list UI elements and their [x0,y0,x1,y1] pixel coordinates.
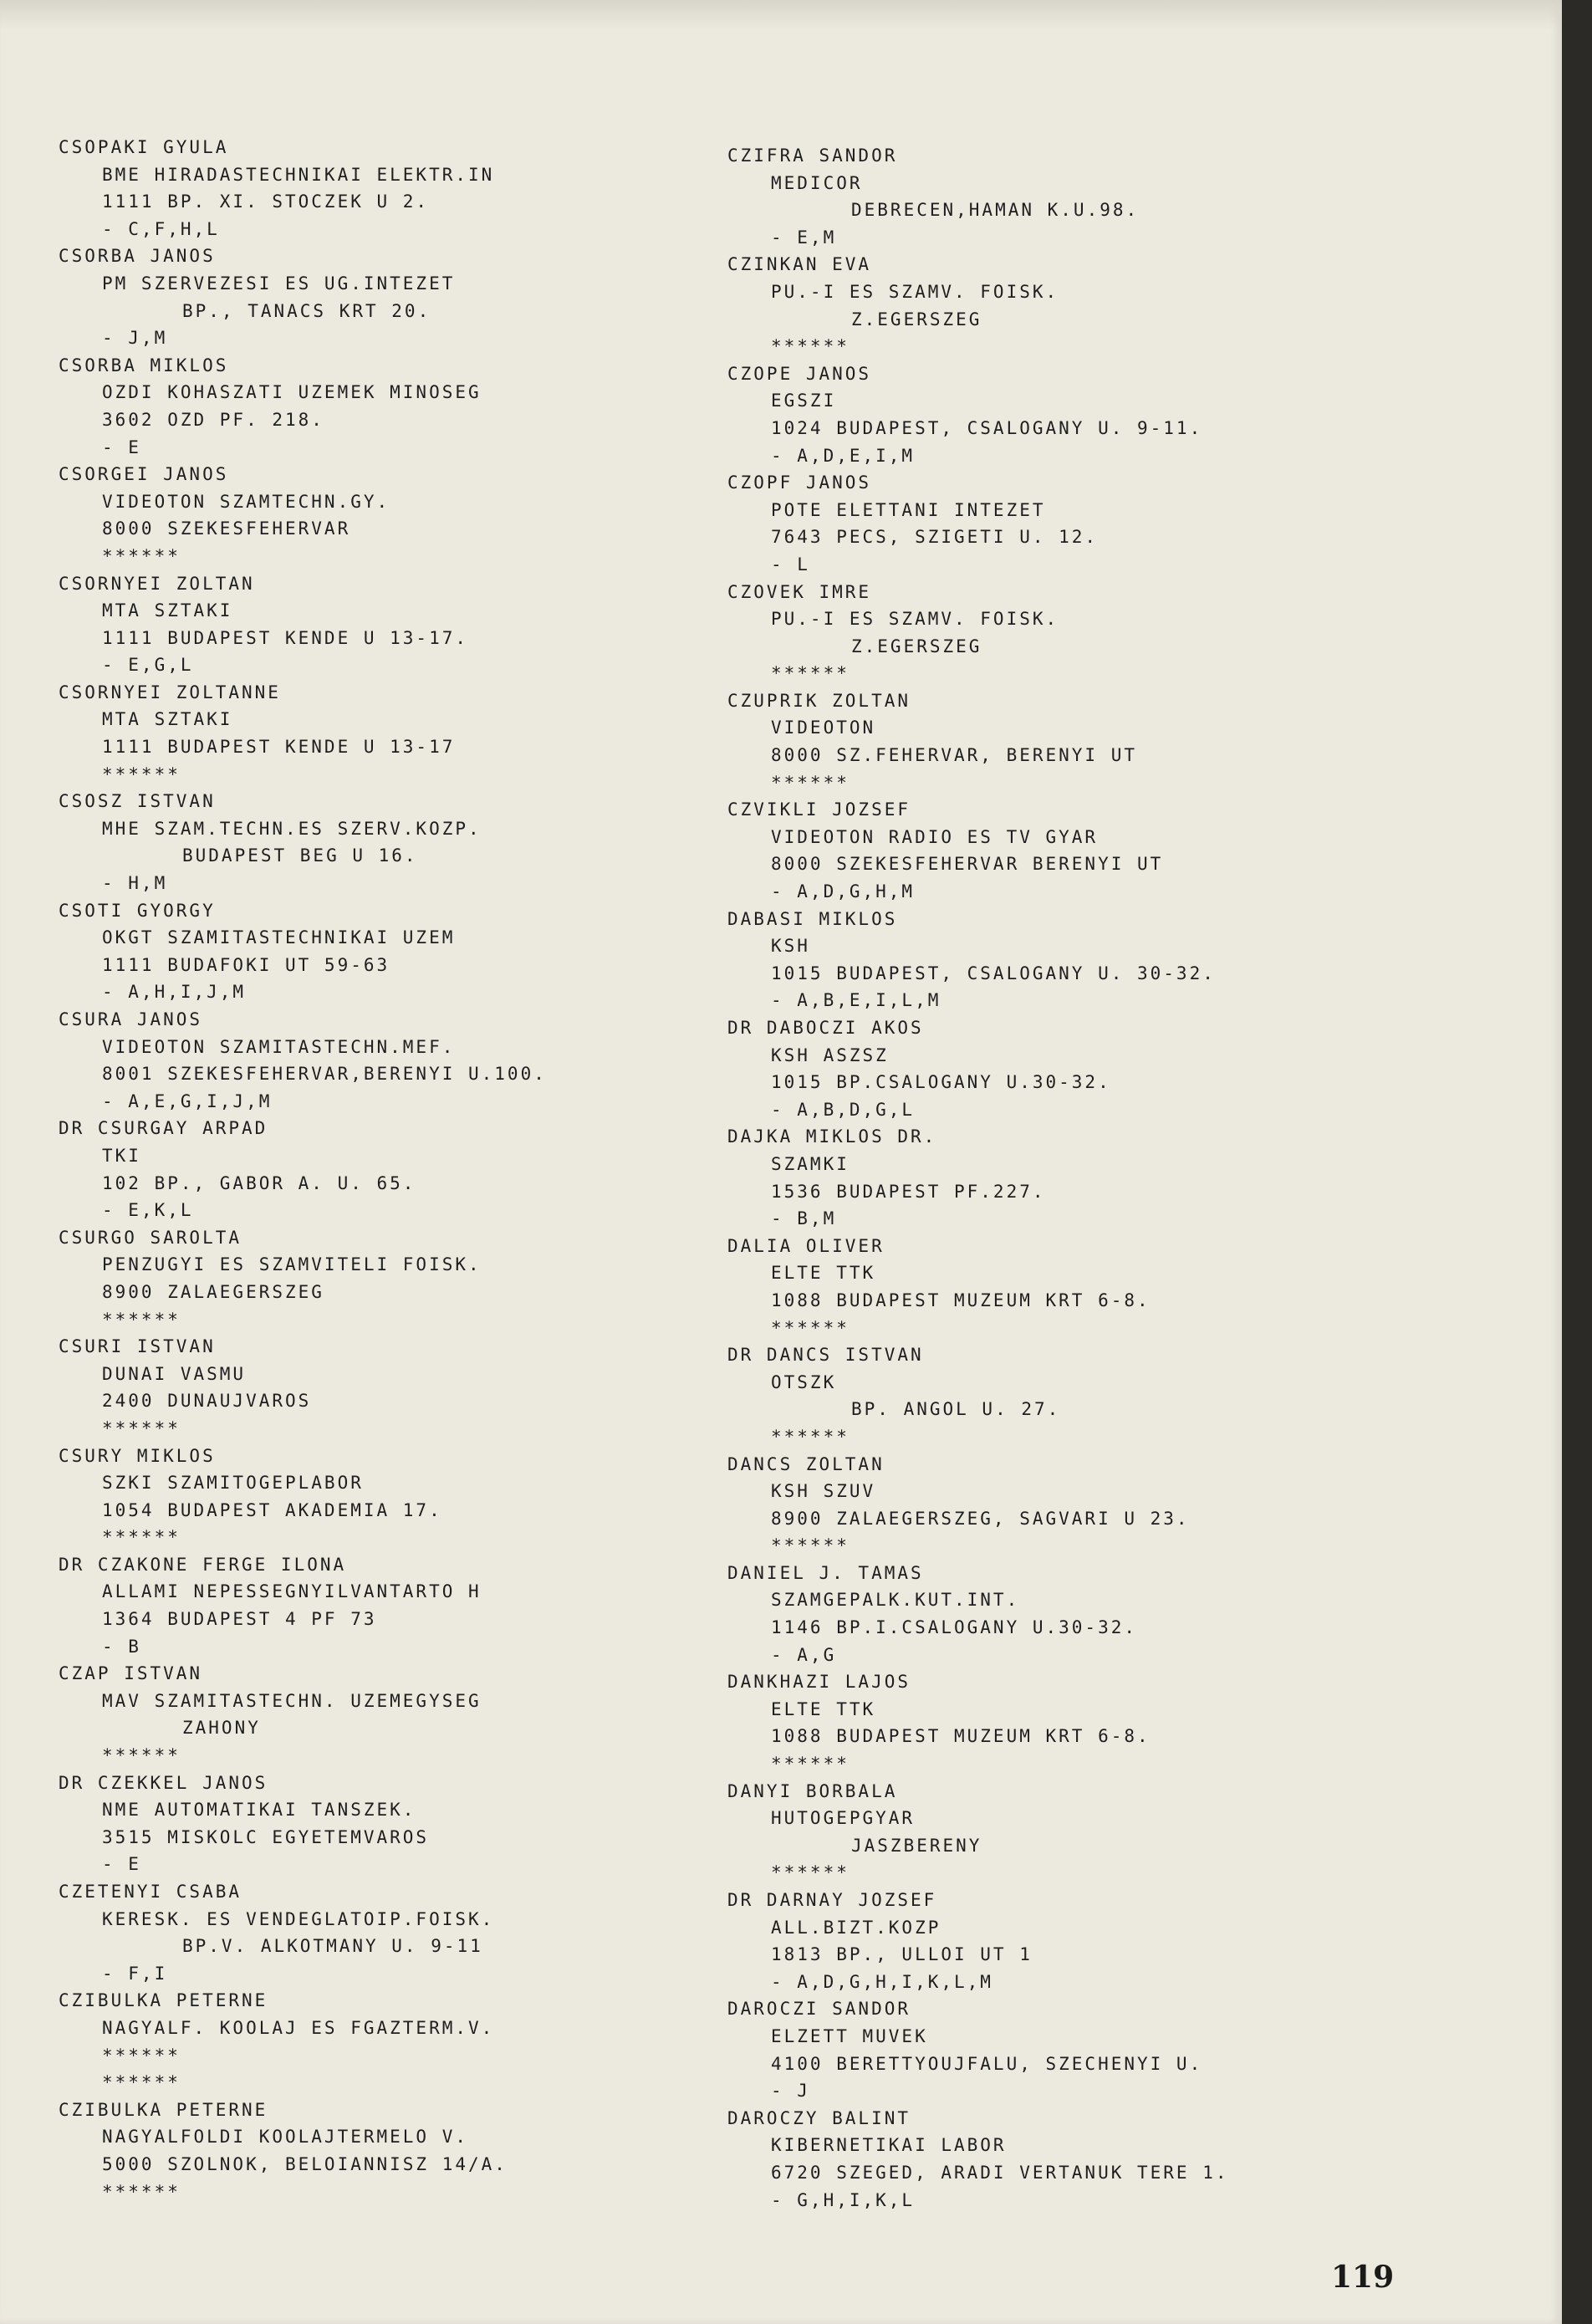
entry-detail-line: - A,H,I,J,M [102,982,247,1003]
entry-name: DANIEL J. TAMAS [727,1562,924,1583]
entry-detail-line: ****** [102,1745,181,1766]
entry-detail-line: KSH [771,936,810,957]
entry-detail-line: BME HIRADASTECHNIKAI ELEKTR.IN [102,164,495,185]
entry-detail-line: 8900 ZALAEGERSZEG [102,1281,324,1302]
entry-detail-line: ****** [771,1535,850,1556]
directory-entry [727,1887,1447,1995]
entry-name: DALIA OLIVER [727,1235,885,1256]
directory-entry [59,243,778,351]
entry-detail-line: EGSZI [771,391,837,411]
entry-detail-line: ****** [102,2072,181,2093]
entry-detail-line: 3515 MISKOLC EGYETEMVAROS [102,1826,430,1847]
entry-detail-line: ****** [771,772,850,793]
entry-name: CSORGEI JANOS [59,464,229,485]
entry-detail-line: 2400 DUNAUJVAROS [102,1391,312,1412]
entry-detail-line: BP., TANACS KRT 20. [182,300,431,321]
directory-entry [59,1224,778,1333]
entry-detail-line: - A,B,E,I,L,M [771,990,941,1011]
directory-entry [59,570,778,679]
entry-detail-line: PENZUGYI ES SZAMVITELI FOISK. [102,1254,482,1275]
entry-detail-line: SZAMKI [771,1153,850,1174]
entry-detail-line: BUDAPEST BEG U 16. [182,845,418,866]
entry-name: DR CZEKKEL JANOS [59,1772,268,1793]
entry-detail-line: ****** [771,1426,850,1447]
directory-entry [59,788,778,896]
entry-detail-line: - E,G,L [102,655,194,676]
entry-detail-line: Z.EGERSZEG [851,309,982,329]
entry-detail-line: 8000 SZEKESFEHERVAR BERENYI UT [771,854,1164,875]
entry-detail-line: 1015 BP.CSALOGANY U.30-32. [771,1072,1111,1093]
entry-name: CSURY MIKLOS [59,1445,216,1466]
entry-name: DR CZAKONE FERGE ILONA [59,1554,347,1575]
directory-entry [727,251,1447,360]
entry-detail-line: 1364 BUDAPEST 4 PF 73 [102,1609,377,1630]
directory-entry [727,360,1447,469]
directory-entry [59,1115,778,1223]
entry-name: DANCS ZOLTAN [727,1453,885,1474]
directory-entry [59,1443,778,1551]
entry-detail-line: KIBERNETIKAI LABOR [771,2135,1007,2156]
entry-detail-line: 5000 SZOLNOK, BELOIANNISZ 14/A. [102,2153,508,2174]
entry-detail-line: HUTOGEPGYAR [771,1808,916,1829]
entry-detail-line: MHE SZAM.TECHN.ES SZERV.KOZP. [102,818,482,839]
entry-name: CZIFRA SANDOR [727,146,898,166]
entry-detail-line: ****** [102,764,181,784]
entry-detail-line: - H,M [102,873,168,894]
entry-name: CZAP ISTVAN [59,1663,203,1684]
entry-name: CSOTI GYORGY [59,900,216,921]
entry-name: CZIBULKA PETERNE [59,2099,268,2120]
entry-name: DANYI BORBALA [727,1780,898,1801]
entry-detail-line: ****** [102,1527,181,1548]
entry-name: DAROCZI SANDOR [727,1999,911,2020]
entry-detail-line: ****** [102,545,181,566]
entry-detail-line: KSH ASZSZ [771,1045,889,1065]
directory-entry [727,687,1447,796]
entry-detail-line: - A,G [771,1644,837,1665]
entry-detail-line: 1015 BUDAPEST, CSALOGANY U. 30-32. [771,963,1216,983]
page-number: 119 [1331,2260,1395,2295]
entry-detail-line: - J,M [102,328,168,349]
directory-entry [59,1551,778,1660]
entry-name: CSURI ISTVAN [59,1336,216,1357]
entry-name: CSOSZ ISTVAN [59,791,216,812]
directory-entry [59,1006,778,1115]
entry-detail-line: ****** [771,1317,850,1338]
entry-detail-line: 3602 OZD PF. 218. [102,409,324,430]
entry-detail-line: KSH SZUV [771,1481,876,1502]
entry-detail-line: KERESK. ES VENDEGLATOIP.FOISK. [102,1908,495,1929]
entry-name: CZUPRIK ZOLTAN [727,690,911,711]
directory-entry [727,1341,1447,1450]
directory-entry [59,2097,778,2205]
entry-detail-line: OKGT SZAMITASTECHNIKAI UZEM [102,927,456,948]
entry-detail-line: POTE ELETTANI INTEZET [771,499,1046,520]
directory-entry [59,897,778,1006]
entry-detail-line: MAV SZAMITASTECHN. UZEMEGYSEG [102,1690,482,1711]
directory-entry [727,1995,1447,2104]
entry-detail-line: - A,D,E,I,M [771,445,916,466]
directory-entry [727,1560,1447,1668]
entry-name: CSORBA MIKLOS [59,355,229,375]
entry-name: CSURGO SAROLTA [59,1227,242,1248]
entry-name: CSORBA JANOS [59,246,216,267]
entry-detail-line: - A,E,G,I,J,M [102,1090,273,1111]
directory-entry [59,134,778,243]
entry-detail-line: VIDEOTON [771,718,876,738]
entry-detail-line: 1111 BUDAFOKI UT 59-63 [102,954,390,975]
entry-name: CSORNYEI ZOLTANNE [59,682,281,702]
entry-detail-line: ****** [102,2181,181,2202]
entry-detail-line: BP. ANGOL U. 27. [851,1399,1061,1420]
entry-detail-line: - B,M [771,1208,837,1229]
entry-name: DR DABOCZI AKOS [727,1018,924,1038]
left-column [59,134,778,2205]
entry-name: DABASI MIKLOS [727,908,898,929]
entry-detail-line: ZAHONY [182,1718,261,1739]
entry-detail-line: 1024 BUDAPEST, CSALOGANY U. 9-11. [771,417,1203,438]
entry-detail-line: DUNAI VASMU [102,1363,247,1384]
entry-detail-line: 1111 BUDAPEST KENDE U 13-17 [102,737,456,758]
right-column [727,142,1447,2214]
entry-detail-line: - A,D,G,H,I,K,L,M [771,1971,993,1992]
entry-detail-line: - A,D,G,H,M [771,881,916,902]
entry-name: CSURA JANOS [59,1009,203,1029]
entry-name: CZETENYI CSABA [59,1882,242,1902]
entry-detail-line: VIDEOTON SZAMTECHN.GY. [102,491,390,512]
entry-detail-line: 4100 BERETTYOUJFALU, SZECHENYI U. [771,2053,1203,2074]
entry-name: CZOPF JANOS [727,472,872,493]
entry-detail-line: JASZBERENY [851,1835,982,1856]
directory-entry [727,1668,1447,1777]
directory-entry [727,1778,1447,1887]
entry-detail-line: MTA SZTAKI [102,709,233,730]
entry-detail-line: 8001 SZEKESFEHERVAR,BERENYI U.100. [102,1064,547,1085]
entry-detail-line: ****** [771,336,850,357]
entry-detail-line: - E,M [771,227,837,248]
entry-detail-line: BP.V. ALKOTMANY U. 9-11 [182,1936,483,1957]
entry-detail-line: OTSZK [771,1371,837,1392]
entry-detail-line: 1054 BUDAPEST AKADEMIA 17. [102,1499,442,1520]
directory-entry [59,352,778,461]
entry-detail-line: - E,K,L [102,1200,194,1221]
directory-entry [59,1987,778,2096]
entry-name: DR DANCS ISTVAN [727,1345,924,1366]
entry-detail-line: PU.-I ES SZAMV. FOISK. [771,609,1059,630]
entry-detail-line: 1536 BUDAPEST PF.227. [771,1181,1046,1202]
entry-name: DAJKA MIKLOS DR. [727,1126,937,1147]
entry-detail-line: ELZETT MUVEK [771,2025,928,2046]
entry-detail-line: ELTE TTK [771,1263,876,1284]
entry-detail-line: 1111 BP. XI. STOCZEK U 2. [102,192,430,212]
entry-detail-line: ELTE TTK [771,1698,876,1719]
entry-name: CZVIKLI JOZSEF [727,799,911,820]
entry-name: DR DARNAY JOZSEF [727,1890,937,1910]
entry-detail-line: - F,I [102,1963,168,1984]
directory-entry [727,1233,1447,1341]
entry-detail-line: TKI [102,1145,141,1166]
entry-name: CSORNYEI ZOLTAN [59,573,255,594]
entry-detail-line: Z.EGERSZEG [851,636,982,656]
entry-detail-line: MEDICOR [771,172,863,193]
entry-detail-line: VIDEOTON RADIO ES TV GYAR [771,826,1099,847]
entry-detail-line: 1088 BUDAPEST MUZEUM KRT 6-8. [771,1726,1151,1747]
entry-detail-line: SZAMGEPALK.KUT.INT. [771,1590,1020,1611]
entry-detail-line: 8900 ZALAEGERSZEG, SAGVARI U 23. [771,1508,1190,1529]
entry-detail-line: ALL.BIZT.KOZP [771,1917,941,1938]
entry-detail-line: SZKI SZAMITOGEPLABOR [102,1473,364,1494]
entry-detail-line: - C,F,H,L [102,218,220,239]
entry-detail-line: 8000 SZEKESFEHERVAR [102,518,351,539]
directory-entry [727,1451,1447,1560]
entry-detail-line: DEBRECEN,HAMAN K.U.98. [851,200,1140,221]
entry-detail-line: NME AUTOMATIKAI TANSZEK. [102,1800,416,1821]
entry-detail-line: ****** [771,1754,850,1775]
entry-detail-line: MTA SZTAKI [102,600,233,621]
directory-entry [727,796,1447,905]
directory-entry [59,1660,778,1769]
entry-name: CZOPE JANOS [727,363,872,384]
entry-detail-line: - G,H,I,K,L [771,2189,916,2210]
entry-detail-line: ALLAMI NEPESSEGNYILVANTARTO H [102,1581,482,1602]
page-top-shadow [0,0,1562,30]
directory-entry [59,461,778,570]
directory-entry [727,142,1447,251]
entry-detail-line: VIDEOTON SZAMITASTECHN.MEF. [102,1036,456,1057]
directory-entry [59,1770,778,1878]
entry-detail-line: - E [102,437,141,457]
entry-name: DAROCZY BALINT [727,2107,911,2128]
entry-name: DANKHAZI LAJOS [727,1672,911,1693]
entry-detail-line: OZDI KOHASZATI UZEMEK MINOSEG [102,382,482,403]
directory-entry [727,1014,1447,1123]
entry-detail-line: NAGYALFOLDI KOOLAJTERMELO V. [102,2127,469,2148]
entry-detail-line: 8000 SZ.FEHERVAR, BERENYI UT [771,745,1138,766]
entry-detail-line: 102 BP., GABOR A. U. 65. [102,1172,416,1193]
directory-entry [59,1878,778,1987]
entry-detail-line: PU.-I ES SZAMV. FOISK. [771,281,1059,302]
entry-detail-line: - A,B,D,G,L [771,1099,916,1120]
entry-detail-line: ****** [102,2045,181,2066]
entry-detail-line: NAGYALF. KOOLAJ ES FGAZTERM.V. [102,2017,495,2038]
entry-name: CSOPAKI GYULA [59,137,229,157]
directory-entry [727,579,1447,687]
entry-detail-line: ****** [771,663,850,684]
directory-entry [727,1123,1447,1232]
entry-detail-line: ****** [771,1862,850,1883]
entry-name: CZIBULKA PETERNE [59,1990,268,2011]
entry-detail-line: - B [102,1636,141,1657]
entry-name: CZOVEK IMRE [727,581,872,602]
directory-entry [727,469,1447,578]
entry-detail-line: ****** [102,1417,181,1438]
entry-detail-line: 1111 BUDAPEST KENDE U 13-17. [102,627,469,648]
directory-entry [59,1333,778,1442]
entry-name: DR CSURGAY ARPAD [59,1118,268,1139]
entry-detail-line: ****** [102,1309,181,1330]
entry-detail-line: PM SZERVEZESI ES UG.INTEZET [102,273,456,294]
entry-detail-line: 1146 BP.I.CSALOGANY U.30-32. [771,1617,1138,1638]
directory-entry [59,679,778,788]
entry-detail-line: - E [102,1854,141,1875]
entry-detail-line: - J [771,2081,810,2102]
entry-detail-line: 6720 SZEGED, ARADI VERTANUK TERE 1. [771,2162,1229,2183]
entry-detail-line: - L [771,554,810,575]
directory-entry [727,906,1447,1014]
directory-entry [727,2105,1447,2214]
entry-detail-line: 1813 BP., ULLOI UT 1 [771,1944,1033,1965]
entry-name: CZINKAN EVA [727,254,872,275]
entry-detail-line: 1088 BUDAPEST MUZEUM KRT 6-8. [771,1290,1151,1310]
entry-detail-line: 7643 PECS, SZIGETI U. 12. [771,527,1099,548]
